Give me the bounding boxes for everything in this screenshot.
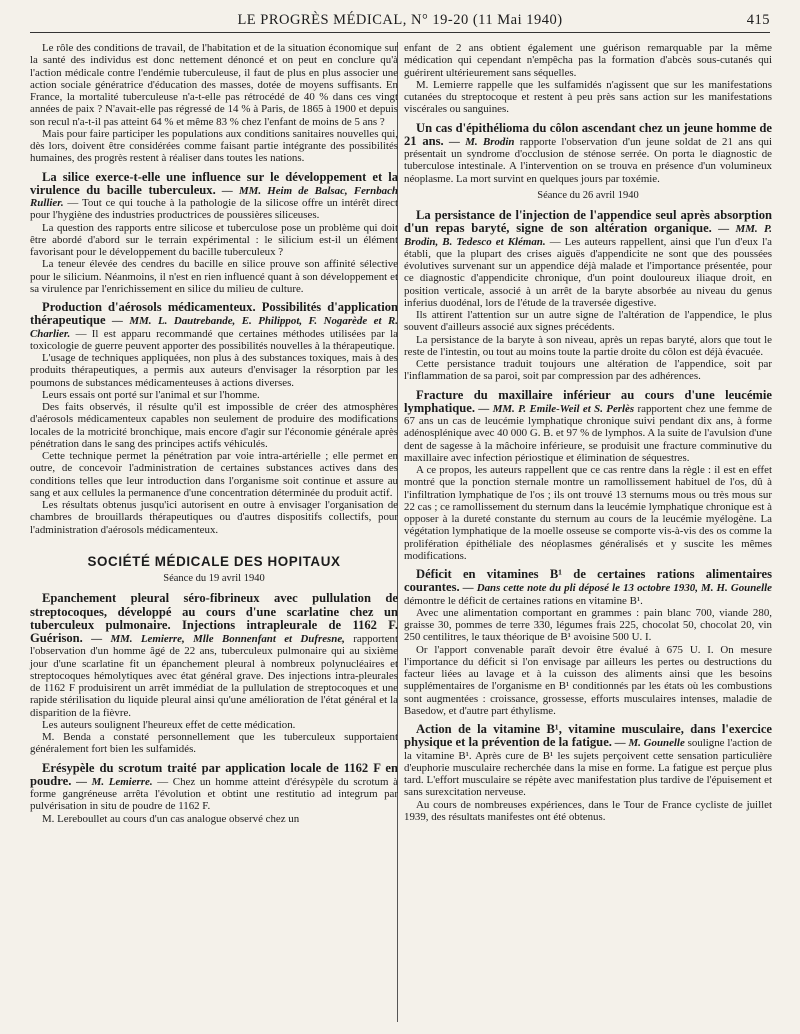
paragraph: A ce propos, les auteurs rappellent que ce cas rentre dans la règle : il est en effet montré que la ponction sternale montre un ramollissement habituel de l'os, dû à l'infiltration lymphatique de l'os ; ils ont trouvé 13 sternums mous ou très mous sur 22 cas ; ce ramollissement du sternum dans la leucémie lymphatique chronique est à opposer à la dureté constante du sternum au cours de la leucémie myélogène. La végétation lymphatique de la moelle osseuse se comporte vis-à-vis des os comme la prolifération épithéliale des néoplasmes généralisés et y suscite les mêmes modifications. [404,464,772,562]
article-title: Epanchement pleural séro-fibrineux avec pullulation de streptocoques, développé au cours d'une scarlatine chez un tuberculeux pulmonaire. Injections intrapleurale de 1162 F. Guérison. [30,591,398,645]
article-body: rapporte l'observation d'un jeune soldat de 21 ans qui présentait un syndrome d'occlusion de sténose serrée. On porta le diagnostic de tuberculose intestinale. A l'intervention on se trouva en présence d'un volumineux néoplasme. La mort survint en quelques jours par toxémie. [404,135,772,185]
article-body: démontre le déficit de certaines rations en vitamine B¹. [404,594,643,607]
article-authors: — MM. Lemierre, Mlle Bonnenfant et Dufresne, [91,633,345,645]
article-colon [404,122,772,185]
article-erysipele [30,762,398,813]
page-number: 415 [746,12,770,28]
article-authors: — M. Brodin [449,135,515,148]
article-appendice [404,209,772,309]
article-silice [30,171,398,222]
article-epanchement [30,592,398,719]
article-authors: — MM. L. Dautrebande, E. Philippot, F. Nogarède et R. Charlier. [30,315,398,340]
paragraph: Les résultats obtenus jusqu'ici autorisent en outre à envisager l'organisation de chambres de brouillards thérapeutiques ou d'autres dispositifs collectifs, pour l'administration d'aérosols médicamenteux. [30,499,398,536]
paragraph: La persistance de la baryte à son niveau, après un repas baryté, alors que tout le reste de l'intestin, ou tout au moins toute la partie droite du côlon est déjà évacuée. [404,333,772,358]
article-title: Fracture du maxillaire inférieur au cours d'une leucémie lymphatique. [404,387,772,415]
right-column [404,42,772,823]
article-title: Un cas d'épithélioma du côlon ascendant chez un jeune homme de 21 ans. [404,120,772,148]
paragraph: Avec une alimentation comportant en grammes : pain blanc 700, viande 280, graisse 30, pommes de terre 330, légumes frais 225, chocolat 50, chocolat 20, vin 250 centilitres, le taux théorique de B¹ avoisine 500 U. I. [404,606,772,644]
article-body: rapportent l'observation d'un homme âgé de 22 ans, tuberculeux pulmonaire qui au sixième jour d'une scarlatine fit un épanchement pleural à nombreux polynucléaires et streptocoques hémolytiques avec état général grave. Des injections intra-pleurales de 1162 F produisirent un arrêt immédiat de la pullulation de streptocoques et une rapide stérilisation du liquide pleural ainsi qu'une amélioration de l'état général et la disparition de la fièvre. [30,633,399,719]
paragraph: Leurs essais ont porté sur l'animal et sur l'homme. [42,388,260,401]
paragraph: enfant de 2 ans obtient également une guérison remarquable par la même médication qui cependant n'empêcha pas la formation d'abcès sous-cutanés qui guérirent ultérieurement sans séquelles. [404,42,772,79]
article-authors: — MM. Heim de Balsac, Fernbach Rullier. [30,184,398,209]
paragraph: L'usage de techniques appliquées, non plus à des substances toxiques, mais à des produits thérapeutiques, a permis aux auteurs d'envisager la résorption par les poumons de substances médicamenteuses à actions diverses. [30,352,398,389]
article-body: — Il est apparu recommandé que certaines méthodes utilisées par la toxicologie de guerre peuvent apporter des possibilités nouvelles à la thérapeutique. [30,327,398,352]
article-title: La silice exerce-t-elle une influence sur le développement et la virulence du bacille tuberculeux. [30,169,398,197]
seance-date: Séance du 26 avril 1940 [537,189,639,201]
paragraph: M. Benda a constaté personnellement que les tuberculeux supportaient généralement fort bien les sulfamidés. [30,731,398,756]
article-title: Erésypèle du scrotum traité par application locale de 1162 F en poudre. [30,760,398,788]
paragraph: La teneur élevée des cendres du bacille en silice prouve son affinité sélective pour le silicium. Néanmoins, il n'est en rien influencé quant à son développement et sa virulence par l'enrichissement en silice du milieu de culture. [30,258,398,295]
article-aerosols [30,301,398,352]
journal-title: LE PROGRÈS MÉDICAL, N° 19-20 (11 Mai 1940) [237,12,563,28]
article-body: — Les auteurs rappellent, ainsi que l'un d'eux l'a établi, que la plupart des crises aiguës d'appendicite ne sont que des poussées évolutives survenant sur un appendice déjà malade et l'importance présentée, pour ce diagnostic d'appendicite chronique, d'un point douloureux iliaque droit, en position verticale, associé à un arrêt de la baryte absorbée au niveau du genus inferius duodénal, lors de l'étude de la traversée digestive. [404,235,772,309]
left-column [30,42,398,825]
article-fracture [404,389,772,465]
article-body: rapportent chez une femme de 67 ans un cas de leucémie lymphatique chronique suivi pendant dix ans, à forme adénosplénique avec 40 000 G. B. et 97 % de lymphos. A la suite de l'avulsion d'une dent de sagesse à la mâchoire inférieure, se produisit une fracture comminutive du maxillaire avec infection périostique et élimination de séquestres. [404,402,772,464]
paragraph: M. Lereboullet au cours d'un cas analogue observé chez un [42,812,300,825]
paragraph: La question des rapports entre silicose et tuberculose pose un problème qui doit être abordé d'abord sur le terrain expérimental : le silicium est-il un élément favorisant pour le développement du bacille tuberculeux ? [30,221,398,258]
paragraph: M. Lemierre rappelle que les sulfamidés n'agissent que sur les manifestations cutanées du streptocoque et restent à peu près sans action sur les manifestations viscérales ou sanguines. [404,78,772,116]
paragraph: Cette technique permet la pénétration par voie intra-artérielle ; elle permet en outre, de concevoir l'administration de certaines substances actives dans des conditions telles que leur introduction dans l'organisme soit continue et assure au sang et aux cellules la permanence d'une concentration déterminée du produit actif. [30,450,398,499]
article-body: souligne l'action de la vitamine B¹. Après cure de B¹ les sujets perçoivent cette sensation particulière d'euphorie musculaire recherchée dans la mise en forme. La fatigue est perçue plus tard. L'effort musculaire se répète avec manifestation plus tardive de l'épuisement et sans surexcitation nerveuse. [404,737,772,799]
article-title: Action de la vitamine B¹, vitamine musculaire, dans l'exercice physique et la prévention de la fatigue. [404,722,772,750]
paragraph: Ils attirent l'attention sur un autre signe de l'altération de l'appendice, le plus souvent d'ailleurs associé aux signes précédents. [404,309,772,334]
article-authors: — MM. P. Brodin, B. Tedesco et Kléman. [404,223,772,248]
paragraph: Les auteurs soulignent l'heureux effet de cette médication. [42,718,296,731]
article-authors: — MM. P. Emile-Weil et S. Perlès [478,402,635,415]
paragraph: Mais pour faire participer les populations aux conditions sanitaires nouvelles qui, dès lors, doivent être considérées comme faisant partie intégrante des possibilités humaines, des progrès restent à réaliser dans toutes les nations. [30,127,398,165]
paragraph: Le rôle des conditions de travail, de l'habitation et de la situation économique sur la santé des individus est donc nettement dénoncé et on peut en conclure qu'à l'action médicale contre l'endémie tuberculeuse, il faut de plus en plus associer une action sociale génératrice d'éducation des masses, dotée de moyens suffisants. En France, la mortalité tuberculeuse n'a-t-elle pas rétrocédé de 40 % dans ces vingt années de paix ? N'avait-elle pas régressé de 14 % à Paris, de 1865 à 1900 et depuis son recul n'a-t-il pas atteint 64 % et même 83 % chez l'enfant de moins de 5 ans ? [30,42,398,128]
article-title: La persistance de l'injection de l'appendice seul après absorption d'un repas baryté, signe de son altération organique. [404,208,772,236]
article-body: — Tout ce qui touche à la pathologie de la silicose offre un intérêt direct pour l'hygiène des industries productrices de poussières siliceuses. [30,197,398,222]
article-authors: — M. Gounelle [614,737,685,750]
paragraph: Des faits observés, il résulte qu'il est impossible de créer des atmosphères d'aérosols médicamenteux capables non seulement de produire des modifications locales de la motricité bronchique, mais encore d'agir sur l'économie générale après pénétration dans le sang des principes actifs véhiculés. [30,401,398,450]
running-header [30,10,770,33]
seance-date: Séance du 19 avril 1940 [163,573,265,584]
article-body: — Chez un homme atteint d'érésypèle du scrotum à forme gangréneuse arrêta l'évolution et obtint une restitutio ad integrum par pulvérisation in situ de poudre de 1162 F. [30,775,398,813]
paragraph: Cette persistance traduit toujours une altération de l'appendice, soit par l'inflammation de sa paroi, soit par compression par des adhérences. [404,358,772,383]
society-title: SOCIÉTÉ MÉDICALE DES HOPITAUX [87,553,341,569]
article-action [404,723,772,799]
article-title: Déficit en vitamines B¹ de certaines rations alimentaires courantes. [404,567,772,595]
article-authors: — M. Lemierre. [76,775,153,788]
article-deficit [404,568,772,607]
article-authors: — Dans cette note du pli déposé le 13 octobre 1930, M. H. Gounelle [462,582,772,595]
paragraph: Or l'apport convenable paraît devoir être évalué à 675 U. I. On mesure l'importance du déficit si l'on envisage par ailleurs les pertes ou destructions du facteur liées au lavage et à la cuisson des aliments ainsi que les besoins supplémentaires de l'organisme en B¹ conditionnés par les états où les combustions sont augmentées : croissance, grossesse, efforts musculaires intenses, maladie de Basedow, et d'autre part éthylisme. [404,643,772,717]
article-title: Production d'aérosols médicamenteux. Possibilités d'application thérapeutique [30,300,398,328]
paragraph: Au cours de nombreuses expériences, dans le Tour de France cycliste de juillet 1939, des résultats manifestes ont été obtenus. [404,798,772,823]
